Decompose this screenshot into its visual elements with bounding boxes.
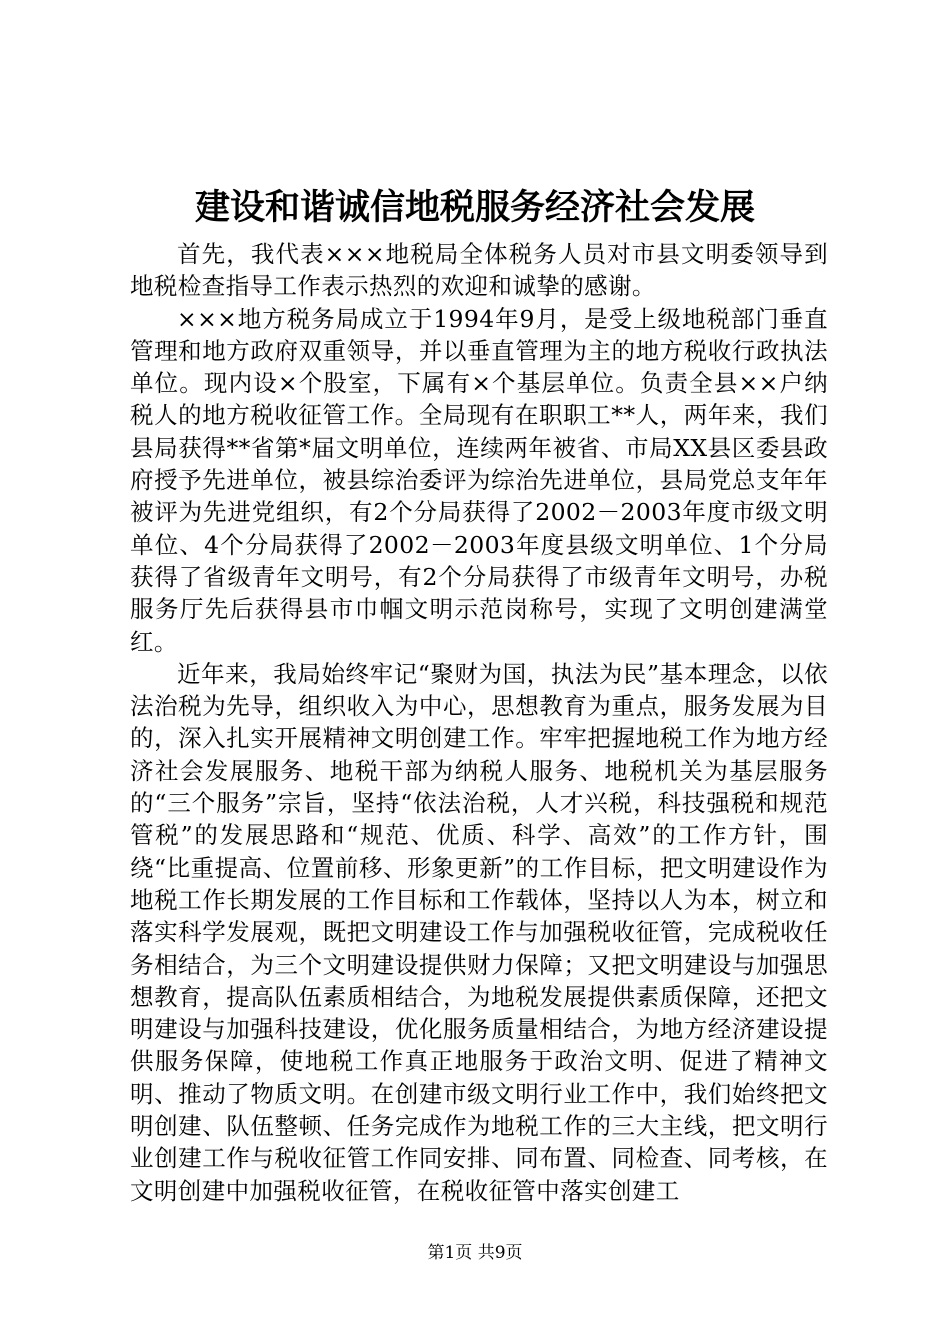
paragraph-3: 近年来，我局始终牢记“聚财为国，执法为民”基本理念，以依法治税为先导，组织收入为中心，思想教育为重点，服务发展为目的，深入扎实开展精神文明创建工作。牢牢把握地税工作为地方经济社会发展服务、地税干部为纳税人服务、地税机关为基层服务的“三个服务”宗旨，坚持“依法治税，人才兴税，科技强税和规范管税”的发展思路和“规范、优质、科学、高效”的工作方针，围绕“比重提高、位置前移、形象更新”的工作目标，把文明建设作为地税工作长期发展的工作目标和工作载体，坚持以人为本，树立和落实科学发展观，既把文明建设工作与加强税收征管，完成税收任务相结合，为三个文明建设提供财力保障；又把文明建设与加强思想教育，提高队伍素质相结合，为地税发展提供素质保障，还把文明建设与加强科技建设，优化服务质量相结合，为地方经济建设提供服务保障，使地税工作真正地服务于政治文明、促进了精神文明、推动了物质文明。在创建市级文明行业工作中，我们始终把文明创建、队伍整顿、任务完成作为地税工作的三大主线，把文明行业创建工作与税收征管工作同安排、同布置、同检查、同考核，在文明创建中加强税收征管，在税收征管中落实创建工 [130, 659, 828, 1205]
document-body [130, 238, 828, 1207]
paragraph-2: ×××地方税务局成立于1994年9月，是受上级地税部门垂直管理和地方政府双重领导，并以垂直管理为主的地方税收行政执法单位。现内设×个股室，下属有×个基层单位。负责全县××户纳税人的地方税收征管工作。全局现有在职职工**人，两年来，我们县局获得**省第*届文明单位，连续两年被省、市局XX县区委县政府授予先进单位，被县综治委评为综治先进单位，县局党总支年年被评为先进党组织，有2个分局获得了2002－2003年度市级文明单位、4个分局获得了2002－2003年度县级文明单位、1个分局获得了省级青年文明号，有2个分局获得了市级青年文明号，办税服务厅先后获得县市巾帼文明示范岗称号，实现了文明创建满堂红。 [130, 304, 828, 656]
paragraph-1: 首先，我代表×××地税局全体税务人员对市县文明委领导到地税检查指导工作表示热烈的欢迎和诚挚的感谢。 [130, 240, 828, 301]
page-number-footer: 第1页 共9页 [427, 1243, 523, 1263]
document-title: 建设和谐诚信地税服务经济社会发展 [194, 187, 755, 228]
